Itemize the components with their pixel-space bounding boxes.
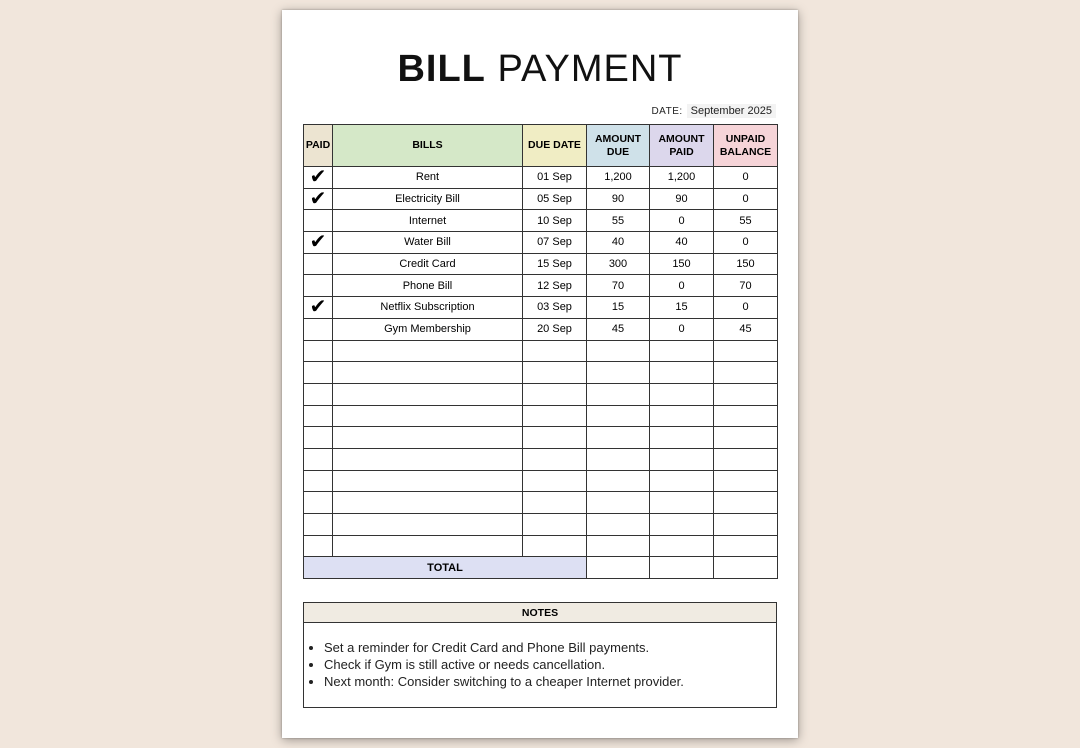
note-item: • Set a reminder for Credit Card and Phone Bill payments. xyxy=(324,639,776,656)
amount-paid-cell[interactable]: 1,200 xyxy=(650,167,714,189)
notes-heading: NOTES xyxy=(304,603,776,623)
amount-paid-cell[interactable] xyxy=(650,470,714,492)
unpaid-balance-cell[interactable] xyxy=(714,448,778,470)
table-row xyxy=(304,514,778,536)
amount-paid-cell[interactable]: 15 xyxy=(650,297,714,319)
due-date-cell[interactable]: 05 Sep xyxy=(523,188,587,210)
amount-due-cell[interactable]: 40 xyxy=(587,232,650,254)
bill-name-cell[interactable]: Netflix Subscription xyxy=(333,297,523,319)
notes-box xyxy=(303,602,777,708)
unpaid-balance-cell[interactable]: 0 xyxy=(714,188,778,210)
unpaid-balance-cell[interactable] xyxy=(714,427,778,449)
date-label: DATE: xyxy=(651,106,683,117)
table-row xyxy=(304,188,778,210)
bill-name-cell[interactable] xyxy=(333,362,523,384)
table-row xyxy=(304,340,778,362)
paid-checkbox-cell[interactable] xyxy=(304,275,333,297)
amount-due-cell[interactable] xyxy=(587,448,650,470)
amount-due-cell[interactable]: 55 xyxy=(587,210,650,232)
bill-name-cell[interactable]: Phone Bill xyxy=(333,275,523,297)
paid-checkbox-cell[interactable] xyxy=(304,362,333,384)
page-title xyxy=(282,48,798,91)
amount-due-cell[interactable] xyxy=(587,383,650,405)
header-bills: BILLS xyxy=(333,125,523,167)
checkmark-icon: ✔ xyxy=(309,231,327,254)
note-item: • Next month: Consider switching to a cheaper Internet provider. xyxy=(324,673,776,690)
total-label: TOTAL xyxy=(304,557,587,579)
bill-name-cell[interactable]: Rent xyxy=(333,167,523,189)
paid-checkbox-cell[interactable] xyxy=(304,340,333,362)
unpaid-balance-cell[interactable] xyxy=(714,492,778,514)
amount-due-cell[interactable] xyxy=(587,535,650,557)
checkmark-icon: ✔ xyxy=(309,166,327,189)
note-item: • Check if Gym is still active or needs cancellation. xyxy=(324,656,776,673)
amount-due-cell[interactable]: 90 xyxy=(587,188,650,210)
checkmark-icon: ✔ xyxy=(309,296,327,319)
amount-due-cell[interactable]: 300 xyxy=(587,253,650,275)
table-row xyxy=(304,275,778,297)
table-row xyxy=(304,253,778,275)
paid-checkbox-cell[interactable] xyxy=(304,405,333,427)
unpaid-balance-cell[interactable]: 45 xyxy=(714,318,778,340)
due-date-cell[interactable] xyxy=(523,383,587,405)
bill-name-cell[interactable]: Water Bill xyxy=(333,232,523,254)
due-date-cell[interactable] xyxy=(523,340,587,362)
amount-due-cell[interactable]: 1,200 xyxy=(587,167,650,189)
table-row xyxy=(304,448,778,470)
total-row xyxy=(304,557,778,579)
bill-name-cell[interactable] xyxy=(333,383,523,405)
total-amount-paid-cell[interactable] xyxy=(650,557,714,579)
amount-paid-cell[interactable]: 90 xyxy=(650,188,714,210)
due-date-cell[interactable] xyxy=(523,448,587,470)
paid-checkbox-cell[interactable] xyxy=(304,535,333,557)
bill-name-cell[interactable]: Credit Card xyxy=(333,253,523,275)
due-date-cell[interactable]: 20 Sep xyxy=(523,318,587,340)
amount-paid-cell[interactable] xyxy=(650,383,714,405)
amount-paid-cell[interactable] xyxy=(650,492,714,514)
amount-paid-cell[interactable]: 150 xyxy=(650,253,714,275)
paid-checkbox-cell[interactable] xyxy=(304,232,333,254)
amount-due-cell[interactable] xyxy=(587,405,650,427)
amount-paid-cell[interactable] xyxy=(650,427,714,449)
due-date-cell[interactable] xyxy=(523,514,587,536)
due-date-cell[interactable] xyxy=(523,405,587,427)
header-unpaid-balance: UNPAID BALANCE xyxy=(714,125,778,167)
unpaid-balance-cell[interactable] xyxy=(714,470,778,492)
paid-checkbox-cell[interactable] xyxy=(304,318,333,340)
amount-due-cell[interactable] xyxy=(587,340,650,362)
table-row xyxy=(304,383,778,405)
amount-paid-cell[interactable] xyxy=(650,340,714,362)
table-row xyxy=(304,427,778,449)
amount-paid-cell[interactable] xyxy=(650,362,714,384)
table-row xyxy=(304,405,778,427)
paid-checkbox-cell[interactable] xyxy=(304,427,333,449)
amount-due-cell[interactable] xyxy=(587,492,650,514)
amount-paid-cell[interactable]: 40 xyxy=(650,232,714,254)
paid-checkbox-cell[interactable] xyxy=(304,448,333,470)
total-amount-due-cell[interactable] xyxy=(587,557,650,579)
due-date-cell[interactable]: 12 Sep xyxy=(523,275,587,297)
unpaid-balance-cell[interactable]: 0 xyxy=(714,167,778,189)
paid-checkbox-cell[interactable] xyxy=(304,383,333,405)
title-bold: BILL xyxy=(397,48,486,90)
unpaid-balance-cell[interactable]: 55 xyxy=(714,210,778,232)
header-amount-due: AMOUNT DUE xyxy=(587,125,650,167)
table-row xyxy=(304,297,778,319)
amount-due-cell[interactable] xyxy=(587,427,650,449)
checkmark-icon: ✔ xyxy=(309,188,327,210)
header-amount-paid: AMOUNT PAID xyxy=(650,125,714,167)
amount-paid-cell[interactable]: 0 xyxy=(650,210,714,232)
paid-checkbox-cell[interactable] xyxy=(304,210,333,232)
amount-due-cell[interactable]: 15 xyxy=(587,297,650,319)
amount-paid-cell[interactable] xyxy=(650,448,714,470)
amount-paid-cell[interactable] xyxy=(650,535,714,557)
due-date-cell[interactable] xyxy=(523,427,587,449)
date-row xyxy=(651,104,776,118)
unpaid-balance-cell[interactable]: 0 xyxy=(714,232,778,254)
bill-rows xyxy=(304,167,778,557)
paid-checkbox-cell[interactable] xyxy=(304,188,333,210)
bill-name-cell[interactable] xyxy=(333,448,523,470)
paid-checkbox-cell[interactable] xyxy=(304,297,333,319)
unpaid-balance-cell[interactable] xyxy=(714,535,778,557)
unpaid-balance-cell[interactable]: 150 xyxy=(714,253,778,275)
due-date-cell[interactable]: 07 Sep xyxy=(523,232,587,254)
bill-name-cell[interactable] xyxy=(333,535,523,557)
paid-checkbox-cell[interactable] xyxy=(304,492,333,514)
bills-table xyxy=(303,124,778,579)
unpaid-balance-cell[interactable]: 0 xyxy=(714,297,778,319)
amount-due-cell[interactable]: 45 xyxy=(587,318,650,340)
table-row xyxy=(304,318,778,340)
table-row xyxy=(304,362,778,384)
bill-name-cell[interactable]: Gym Membership xyxy=(333,318,523,340)
unpaid-balance-cell[interactable] xyxy=(714,405,778,427)
total-unpaid-cell[interactable] xyxy=(714,557,778,579)
amount-due-cell[interactable] xyxy=(587,470,650,492)
paid-checkbox-cell[interactable] xyxy=(304,253,333,275)
title-rest: PAYMENT xyxy=(497,48,683,90)
due-date-cell[interactable] xyxy=(523,535,587,557)
bill-name-cell[interactable] xyxy=(333,427,523,449)
due-date-cell[interactable] xyxy=(523,470,587,492)
amount-due-cell[interactable] xyxy=(587,514,650,536)
table-row xyxy=(304,470,778,492)
table-row xyxy=(304,210,778,232)
date-value[interactable]: September 2025 xyxy=(687,104,776,118)
due-date-cell[interactable]: 01 Sep xyxy=(523,167,587,189)
unpaid-balance-cell[interactable]: 70 xyxy=(714,275,778,297)
due-date-cell[interactable]: 15 Sep xyxy=(523,253,587,275)
unpaid-balance-cell[interactable] xyxy=(714,340,778,362)
bill-name-cell[interactable]: Electricity Bill xyxy=(333,188,523,210)
amount-paid-cell[interactable] xyxy=(650,405,714,427)
bill-name-cell[interactable] xyxy=(333,340,523,362)
amount-paid-cell[interactable]: 0 xyxy=(650,318,714,340)
table-row xyxy=(304,167,778,189)
notes-list xyxy=(304,639,776,690)
bill-name-cell[interactable]: Internet xyxy=(333,210,523,232)
table-row xyxy=(304,535,778,557)
amount-paid-cell[interactable]: 0 xyxy=(650,275,714,297)
bill-name-cell[interactable] xyxy=(333,514,523,536)
bill-payment-sheet xyxy=(282,10,798,738)
due-date-cell[interactable]: 03 Sep xyxy=(523,297,587,319)
due-date-cell[interactable]: 10 Sep xyxy=(523,210,587,232)
amount-due-cell[interactable]: 70 xyxy=(587,275,650,297)
table-row xyxy=(304,232,778,254)
due-date-cell[interactable] xyxy=(523,492,587,514)
header-paid: PAID xyxy=(304,125,333,167)
amount-due-cell[interactable] xyxy=(587,362,650,384)
bill-name-cell[interactable] xyxy=(333,405,523,427)
unpaid-balance-cell[interactable] xyxy=(714,514,778,536)
amount-paid-cell[interactable] xyxy=(650,514,714,536)
bill-name-cell[interactable] xyxy=(333,492,523,514)
paid-checkbox-cell[interactable] xyxy=(304,470,333,492)
unpaid-balance-cell[interactable] xyxy=(714,383,778,405)
bill-name-cell[interactable] xyxy=(333,470,523,492)
due-date-cell[interactable] xyxy=(523,362,587,384)
unpaid-balance-cell[interactable] xyxy=(714,362,778,384)
header-due-date: DUE DATE xyxy=(523,125,587,167)
paid-checkbox-cell[interactable] xyxy=(304,514,333,536)
paid-checkbox-cell[interactable] xyxy=(304,167,333,189)
table-row xyxy=(304,492,778,514)
table-header-row xyxy=(304,125,778,167)
